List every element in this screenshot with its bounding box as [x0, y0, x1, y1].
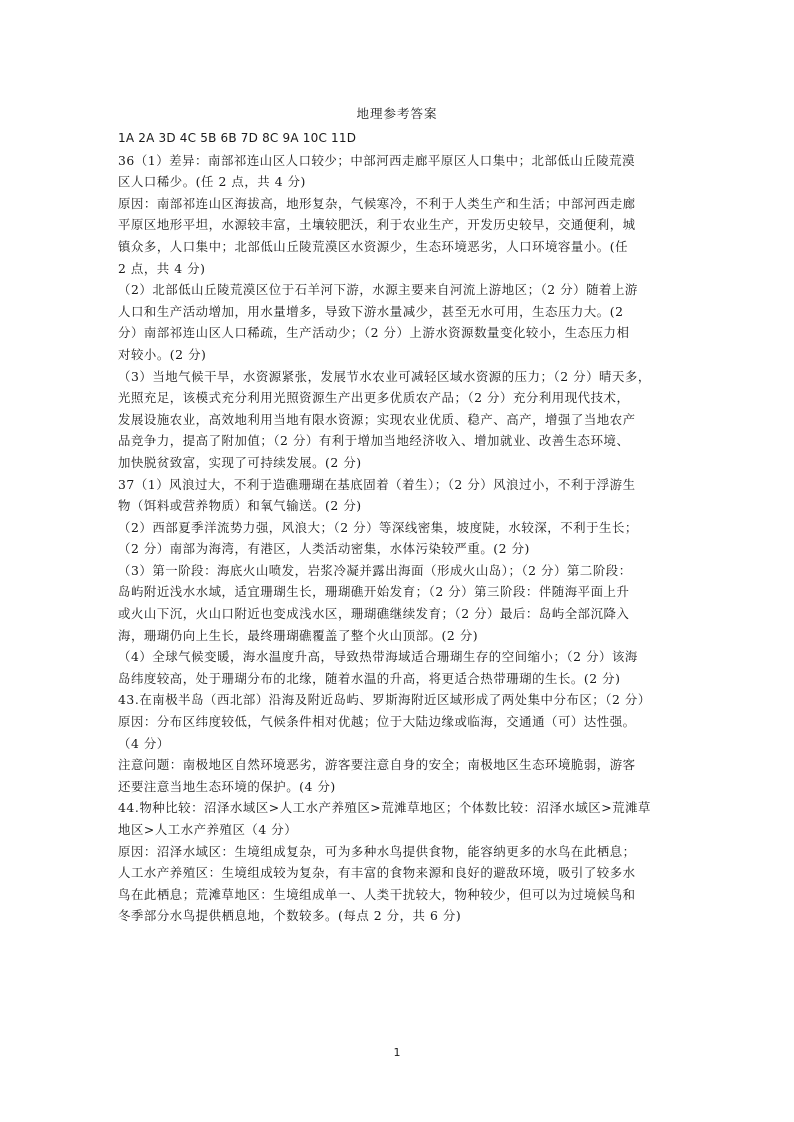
answer-line: 还要注意当地生态环境的保护。(4 分) [118, 778, 336, 794]
answer-line: （3）第一阶段：海底火山喷发，岩浆冷凝并露出海面（形成火山岛）；（2 分）第二阶段： [118, 562, 632, 578]
answer-line: 物（饵料或营养物质）和氧气输送。(2 分) [118, 498, 362, 514]
answer-line: 37（1）风浪过大，不利于造礁珊瑚在基底固着（着生）；（2 分）风浪过小，不利于浮游生 [118, 476, 636, 492]
answer-line: 冬季部分水鸟提供栖息地，个数较多。(每点 2 分，共 6 分) [118, 908, 462, 924]
answer-line: 光照充足，该模式充分利用光照资源生产出更多优质农产品；（2 分）充分利用现代技术， [118, 390, 630, 406]
answer-line: （2）北部低山丘陵荒漠区位于石羊河下游，水源主要来自河流上游地区；（2 分）随着上游 [118, 282, 638, 298]
answer-content [118, 128, 678, 927]
answer-line: 平原区地形平坦，水源较丰富，土壤较肥沃，利于农业生产，开发历史较早，交通便利，城 [118, 217, 636, 233]
page-number: 1 [393, 1046, 401, 1059]
answer-line: 36（1）差异：南部祁连山区人口较少；中部河西走廊平原区人口集中；北部低山丘陵荒漠 [118, 152, 636, 168]
answer-line: （4）全球气候变暖，海水温度升高，导致热带海域适合珊瑚生存的空间缩小；（2 分）该海 [118, 649, 638, 665]
answer-line: 鸟在此栖息；荒滩草地区：生境组成单一、人类干扰较大，物种较少，但可以为过境候鸟和 [118, 886, 636, 902]
answer-line: 岛屿附近浅水水域，适宜珊瑚生长，珊瑚礁开始发育；（2 分）第三阶段：伴随海平面上升 [118, 584, 630, 600]
answer-line: 镇众多，人口集中；北部低山丘陵荒漠区水资源少，生态环境恶劣，人口环境容量小。(任 [118, 238, 629, 254]
answer-line: 岛纬度较高，处于珊瑚分布的北缘，随着水温的升高，将更适合热带珊瑚的生长。(2 分) [118, 670, 621, 686]
answer-line: 地区>人工水产养殖区（4 分） [118, 822, 298, 837]
answer-line: 发展设施农业，高效地利用当地有限水资源；实现农业优质、稳产、高产，增强了当地农产 [118, 411, 636, 427]
answer-line: 对较小。(2 分) [118, 346, 207, 362]
answer-line: 原因：南部祁连山区海拔高，地形复杂，气候寒冷，不利于人类生产和生活；中部河西走廊 [118, 195, 636, 211]
answer-line: 44.物种比较：沼泽水域区>人工水产养殖区>荒滩草地区；个体数比较：沼泽水域区>荒滩草 [118, 800, 651, 816]
answer-line: 加快脱贫致富，实现了可持续发展。(2 分) [118, 454, 362, 470]
answer-line: 人口和生产活动增加，用水量增多，导致下游水量减少，甚至无水可用，生态压力大。(2 [118, 303, 624, 319]
answer-line: 海，珊瑚仍向上生长，最终珊瑚礁覆盖了整个火山顶部。(2 分) [118, 627, 479, 643]
answer-line: 43.在南极半岛（西北部）沿海及附近岛屿、罗斯海附近区域形成了两处集中分布区；（2 分） [118, 692, 651, 708]
answer-line: 2 点，共 4 分) [118, 260, 206, 276]
answer-line: （2）西部夏季洋流势力强，风浪大；（2 分）等深线密集，坡度陡，水较深，不利于生长； [118, 519, 638, 535]
answer-line: 分）南部祁连山区人口稀疏，生产活动少；（2 分）上游水资源数量变化较小，生态压力相 [118, 325, 630, 341]
answer-line: 注意问题：南极地区自然环境恶劣，游客要注意自身的安全；南极地区生态环境脆弱，游客 [118, 757, 636, 773]
answer-line: 区人口稀少。(任 2 点，共 4 分) [118, 174, 306, 190]
answer-line: （2 分）南部为海湾，有港区，人类活动密集，水体污染较严重。(2 分) [118, 541, 530, 557]
answer-line: 或火山下沉，火山口附近也变成浅水区，珊瑚礁继续发育；（2 分）最后：岛屿全部沉降入 [118, 606, 630, 622]
answer-line: 原因：沼泽水域区：生境组成复杂，可为多种水鸟提供食物，能容纳更多的水鸟在此栖息； [118, 843, 636, 859]
answer-line: （3）当地气候干旱，水资源紧张，发展节水农业可减轻区域水资源的压力；（2 分）晴天多， [118, 368, 651, 384]
multiple-choice-answers: 1A 2A 3D 4C 5B 6B 7D 8C 9A 10C 11D [118, 131, 357, 145]
answer-line: 原因：分布区纬度较低，气候条件相对优越；位于大陆边缘或临海，交通通（可）达性强。 [118, 714, 636, 730]
answer-line: 人工水产养殖区：生境组成较为复杂，有丰富的食物来源和良好的避敌环境，吸引了较多水 [118, 865, 636, 881]
answer-line: 品竞争力，提高了附加值；（2 分）有利于增加当地经济收入、增加就业、改善生态环境、 [118, 433, 630, 449]
answer-line: （4 分） [118, 735, 170, 751]
page-title: 地理参考答案 [356, 106, 438, 121]
